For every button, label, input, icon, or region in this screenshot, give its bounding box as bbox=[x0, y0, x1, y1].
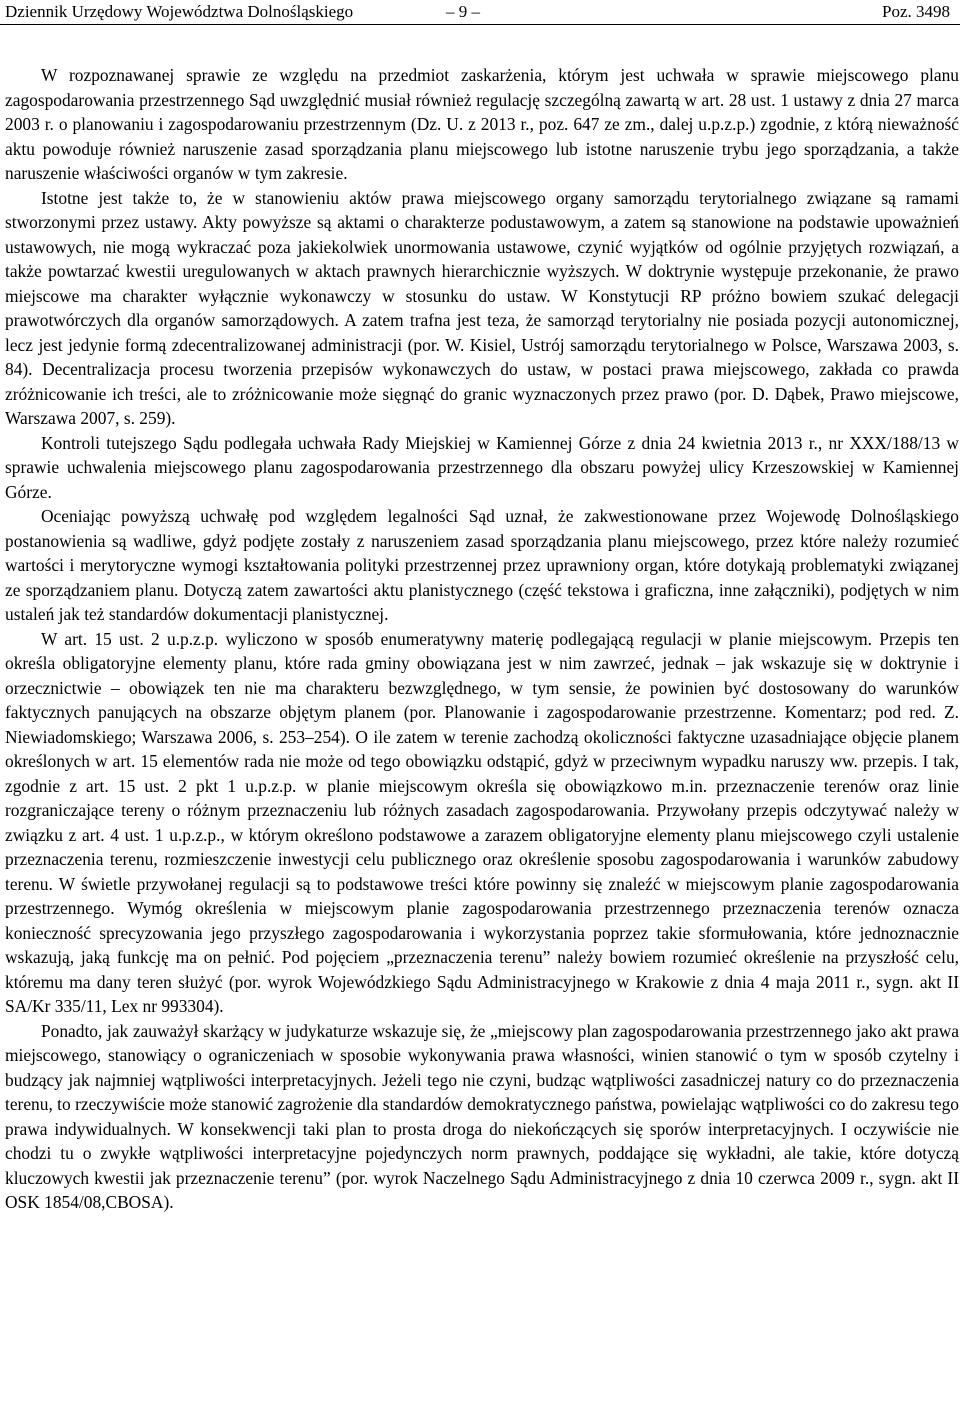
page-number: – 9 – bbox=[446, 2, 480, 21]
journal-title: Dziennik Urzędowy Województwa Dolnośląskiego bbox=[5, 2, 354, 21]
paragraph: Ponadto, jak zauważył skarżący w judykaturze wskazuje się, że „miejscowy plan zagospodarowania przestrzennego jako akt prawa miejscowego, stanowiący o ograniczeniach w sposobie wykonywania prawa własności, winien stanowić o tym w sposób czytelny i budzący jak najmniej wątpliwości interpretacyjnych. Jeżeli tego nie czyni, budząc wątpliwości zasadniczej natury co do przeznaczenia terenu, to rzeczywiście może stanowić zagrożenie dla standardów demokratycznego państwa, powielając wątpliwości co do zakresu tego prawa indywidualnych. W konsekwencji taki plan to prosta droga do niekończących się sporów interpretacyjnych. I oczywiście nie chodzi tu o zwykłe wątpliwości interpretacyjne pojedynczych norm prawnych, poddające się wykładni, ale takie, które dotyczą kluczowych kwestii jak przeznaczenie terenu” (por. wyrok Naczelnego Sądu Administracyjnego z dnia 10 czerwca 2009 r., sygn. akt II OSK 1854/08,CBOSA). bbox=[5, 1020, 959, 1212]
document-body bbox=[5, 63, 959, 1215]
paragraph: Oceniając powyższą uchwałę pod względem legalności Sąd uznał, że zakwestionowane przez Wojewodę Dolnośląskiego postanowienia są wadliwe, gdyż podjęte zostały z naruszeniem zasad sporządzania planu miejscowego, przez które należy rozumieć wartości i merytoryczne wymogi kształtowania polityki przestrzennej przez uprawniony organ, które dotykają problematyki związanej ze sporządzaniem planu. Dotyczą zatem zawartości aktu planistycznego (część tekstowa i graficzna, inne załączniki), podjętych w nim ustaleń jak też standardów dokumentacji planistycznej. bbox=[5, 506, 959, 624]
paragraph: W art. 15 ust. 2 u.p.z.p. wyliczono w sposób enumeratywny materię podlegającą regulacji w planie miejscowym. Przepis ten określa obligatoryjne elementy planu, które rada gminy obowiązana jest w nim zawrzeć, jednak – jak wskazuje się w doktrynie i orzecznictwie – obowiązek ten nie ma charakteru bezwzględnego, w tym sensie, że powinien być dostosowany do warunków faktycznych panujących na obszarze objętym planem (por. Planowanie i zagospodarowanie przestrzenne. Komentarz; pod red. Z. Niewiadomskiego; Warszawa 2006, s. 253–254). O ile zatem w terenie zachodzą okoliczności faktyczne uzasadniające objęcie planem określonych w art. 15 elementów rada nie może od tego obowiązku odstąpić, gdyż w przeciwnym wypadku naruszy ww. przepis. I tak, zgodnie z art. 15 ust. 2 pkt 1 u.p.z.p. w planie miejscowym określa się obowiązkowo m.in. przeznaczenie terenów oraz linie rozgraniczające tereny o różnym przeznaczeniu lub różnych zasadach zagospodarowania. Przywołany przepis odczytywać należy w związku z art. 4 ust. 1 u.p.z.p., w którym określono podstawowe a zarazem obligatoryjne elementy planu miejscowego czyli ustalenie przeznaczenia terenu, rozmieszczenie inwestycji celu publicznego oraz określenie sposobu zagospodarowania i warunków zabudowy terenu. W świetle przywołanej regulacji są to podstawowe treści które powinny się znaleźć w miejscowym planie zagospodarowania przestrzennego. Wymóg określenia w miejscowym planie zagospodarowania przestrzennego przeznaczenia terenów oznacza konieczność sprecyzowania jego przyszłego zagospodarowania i wykorzystania poprzez takie sformułowania, które jednoznacznie wskazują, jaką funkcję ma on pełnić. Pod pojęciem „przeznaczenia terenu” należy bowiem rozumieć określenie na przyszłość celu, któremu ma dany teren służyć (por. wyrok Wojewódzkiego Sądu Administracyjnego w Krakowie z dnia 4 maja 2011 r., sygn. akt II SA/Kr 335/11, Lex nr 993304). bbox=[5, 628, 959, 1016]
header-divider bbox=[0, 24, 960, 25]
paragraph: Istotne jest także to, że w stanowieniu aktów prawa miejscowego organy samorządu terytorialnego związane są ramami stworzonymi przez ustawy. Akty powyższe są aktami o charakterze podustawowym, a zatem są stanowione na podstawie upoważnień ustawowych, nie mogą wykraczać poza jakiekolwiek unormowania ustawowe, czynić wyjątków od ogólnie przyjętych rozwiązań, a także powtarzać kwestii uregulowanych w aktach prawnych hierarchicznie wyższych. W doktrynie występuje przekonanie, że prawo miejscowe ma charakter wyłącznie wykonawczy w stosunku do ustaw. W Konstytucji RP próżno bowiem szukać delegacji prawotwórczych dla organów samorządowych. A zatem trafna jest teza, że samorząd terytorialny nie posiada pozycji autonomicznej, lecz jest jedynie formą zdecentralizowanej administracji (por. W. Kisiel, Ustrój samorządu terytorialnego w Polsce, Warszawa 2003, s. 84). Decentralizacja procesu tworzenia przepisów wykonawczych do ustaw, w postaci prawa miejscowego, zakłada co prawda zróżnicowanie ich treści, ale to zróżnicowanie może sięgnąć do granic wyznaczonych przez prawo (por. D. Dąbek, Prawo miejscowe, Warszawa 2007, s. 259). bbox=[5, 187, 959, 428]
page-header bbox=[5, 0, 950, 24]
paragraph: W rozpoznawanej sprawie ze względu na przedmiot zaskarżenia, którym jest uchwała w sprawie miejscowego planu zagospodarowania przestrzennego Sąd uwzględnić musiał również regulację szczególną zawartą w art. 28 ust. 1 ustawy z dnia 27 marca 2003 r. o planowaniu i zagospodarowaniu przestrzennym (Dz. U. z 2013 r., poz. 647 ze zm., dalej u.p.z.p.) zgodnie, z którą nieważność aktu powoduje również naruszenie zasad sporządzania planu miejscowego lub istotne naruszenie trybu jego sporządzania, a także naruszenie właściwości organów w tym zakresie. bbox=[5, 65, 959, 183]
item-number: Poz. 3498 bbox=[882, 2, 950, 21]
paragraph: Kontroli tutejszego Sądu podlegała uchwała Rady Miejskiej w Kamiennej Górze z dnia 24 kwietnia 2013 r., nr XXX/188/13 w sprawie uchwalenia miejscowego planu zagospodarowania przestrzennego dla obszaru powyżej ulicy Krzeszowskiej w Kamiennej Górze. bbox=[5, 432, 959, 502]
